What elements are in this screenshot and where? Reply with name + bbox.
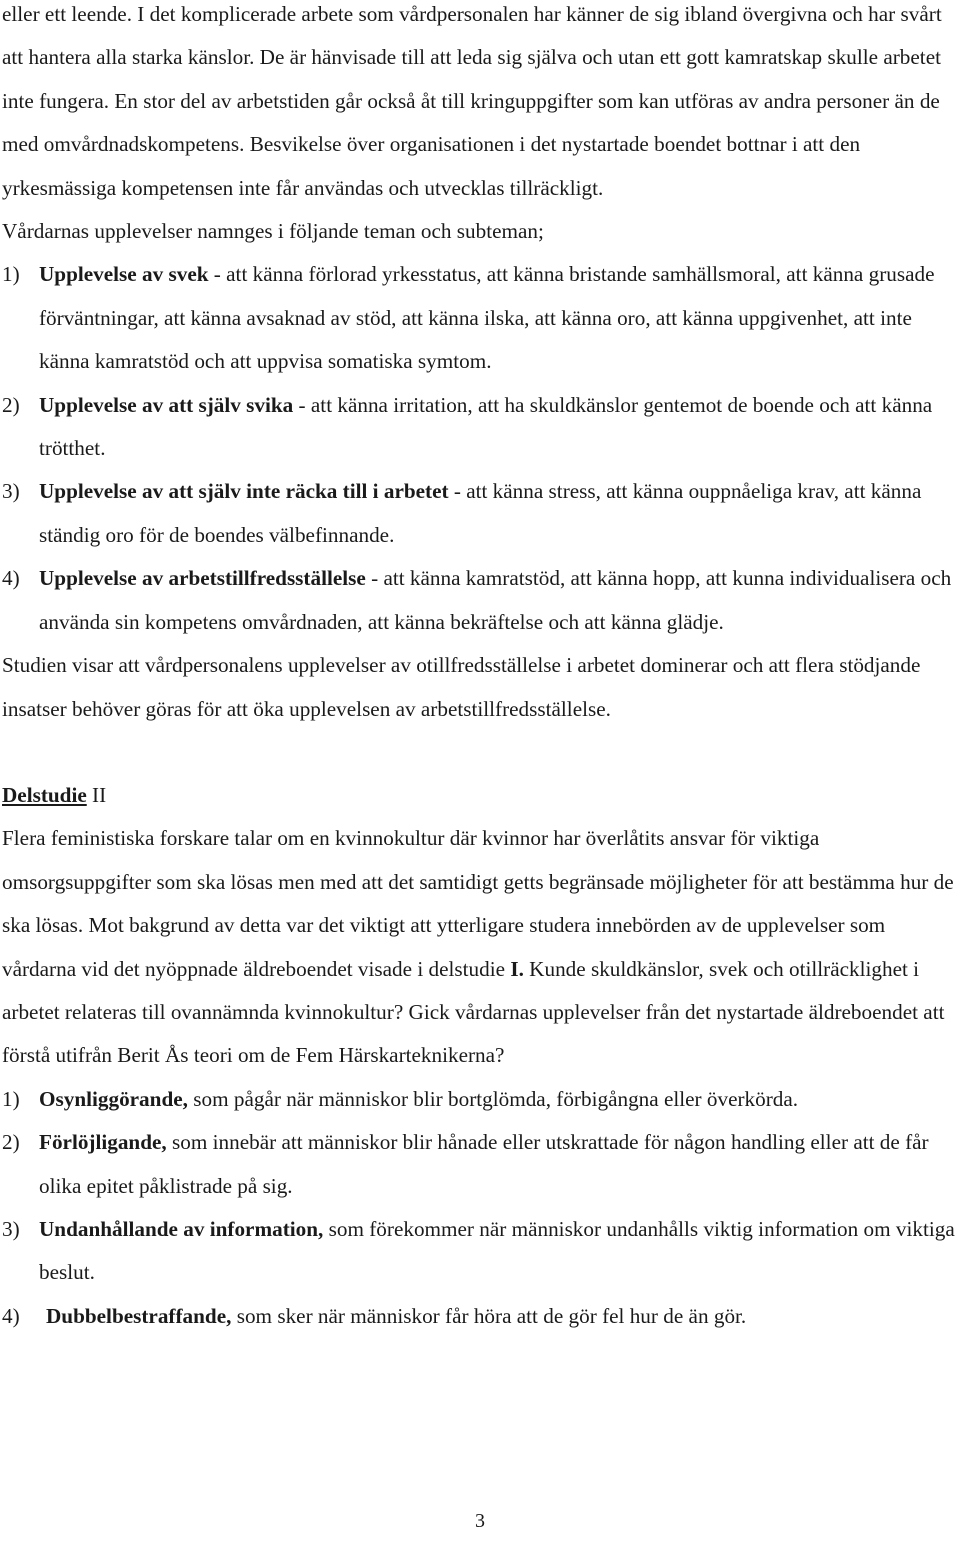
technique-item <box>2 1208 956 1295</box>
technique-description: som innebär att människor blir hånade eller utskrattade för någon handling eller att de får olika epitet påklistrade på sig. <box>39 1130 929 1198</box>
theme-number: 2) <box>2 392 20 417</box>
paragraph-opening: eller ett leende. I det komplicerade arbete som vårdpersonalen har känner de sig ibland övergivna och har svårt att hantera alla starka känslor. De är hänvisade till att leda sig själva och utan ett gott kamratskap skulle arbetet inte fungera. En stor del av arbetstiden går också åt till kringuppgifter som kan utföras av andra personer än de med omvårdnadskompetens. Besvikelse över organisationen i det nystartade boendet bottnar i att den yrkesmässiga kompetensen inte får användas och utvecklas tillräckligt. <box>2 2 942 200</box>
technique-number: 1) <box>2 1086 20 1111</box>
technique-number: 3) <box>2 1216 20 1241</box>
technique-item <box>2 1078 956 1121</box>
theme-number: 3) <box>2 479 20 504</box>
paragraph-section2-part1: Flera feministiska forskare talar om en kvinnokultur där kvinnor har överlåtits ansvar för viktiga omsorgsuppgifter som ska lösas men med att det samtidigt getts begränsade möjligheter för att bestämma hur de ska lösas. Mot bakgrund av detta var det viktigt att ytterligare studera innebörden av de upplevelser som vårdarna vid det nyöppnade äldreboendet visade i delstudie <box>2 826 954 981</box>
theme-number: 1) <box>2 262 20 287</box>
theme-description: - att känna irritation, att ha skuldkänslor gentemot de boende och att känna trötthet. <box>39 392 933 461</box>
theme-title: Upplevelse av att själv inte räcka till i arbetet <box>39 479 449 504</box>
technique-title: Dubbelbestraffande, <box>46 1303 232 1328</box>
technique-body <box>39 1078 956 1121</box>
theme-body <box>39 253 956 383</box>
section-heading-bold: Delstudie <box>2 782 87 807</box>
paragraph-conclusion: Studien visar att vårdpersonalens upplevelser av otillfredsställelse i arbetet dominerar och att flera stödjande insatser behöver göras för att öka upplevelsen av arbetstillfredsställelse. <box>2 653 921 721</box>
technique-title: Undanhållande av information, <box>39 1216 324 1241</box>
technique-description: som förekommer när människor undanhålls viktig information om viktiga beslut. <box>39 1216 955 1285</box>
technique-body <box>39 1208 956 1295</box>
section-heading <box>2 774 956 817</box>
theme-description: - att känna kamratstöd, att känna hopp, att kunna individualisera och använda sin kompetens omvårdnaden, att känna bekräftelse och att känna glädje. <box>39 566 952 634</box>
theme-item <box>2 470 956 557</box>
theme-title: Upplevelse av arbetstillfredsställelse <box>39 566 366 591</box>
technique-body <box>46 1295 956 1338</box>
paragraph-section2-part2: Kunde skuldkänslor, svek och otillräcklighet i arbetet relateras till ovannämnda kvinnokultur? Gick vårdarnas upplevelser från det nystartade äldreboendet att förstå utifrån Berit Ås teori om de Fem Härskarteknikerna? <box>2 956 945 1068</box>
page-number: 3 <box>475 1510 485 1532</box>
technique-item <box>2 1121 956 1208</box>
theme-item <box>2 253 956 383</box>
technique-description: som sker när människor får höra att de gör fel hur de än gör. <box>231 1303 747 1328</box>
technique-number: 2) <box>2 1130 20 1155</box>
technique-description: som pågår när människor blir bortglömda, förbigångna eller överkörda. <box>187 1086 799 1111</box>
technique-number: 4) <box>2 1303 20 1328</box>
paragraph-section2-bold: I. <box>510 956 524 981</box>
theme-item <box>2 557 956 644</box>
technique-title: Osynliggörande, <box>39 1086 188 1111</box>
theme-description: - att känna stress, att känna ouppnåeliga krav, att känna ständig oro för de boendes välbefinnande. <box>39 479 922 547</box>
theme-title: Upplevelse av svek <box>39 262 209 287</box>
theme-item <box>2 384 956 471</box>
text-flow <box>2 0 956 1338</box>
theme-title: Upplevelse av att själv svika <box>39 392 294 417</box>
technique-body <box>39 1121 956 1208</box>
theme-number: 4) <box>2 566 20 591</box>
theme-body <box>39 384 956 471</box>
paragraph-section2 <box>2 817 956 1077</box>
technique-title: Förlöjligande, <box>39 1130 167 1155</box>
technique-item <box>2 1295 956 1338</box>
section-gap <box>2 731 956 774</box>
theme-body <box>39 557 956 644</box>
theme-description: - att känna förlorad yrkesstatus, att känna bristande samhällsmoral, att känna grusade förväntningar, att känna avsaknad av stöd, att känna ilska, att känna oro, att känna uppgivenhet, att inte känna kamratstöd och att uppvisa somatiska symtom. <box>39 262 935 374</box>
themes-intro: Vårdarnas upplevelser namnges i följande teman och subteman; <box>2 219 544 244</box>
theme-body <box>39 470 956 557</box>
section-heading-number: II <box>86 782 107 807</box>
